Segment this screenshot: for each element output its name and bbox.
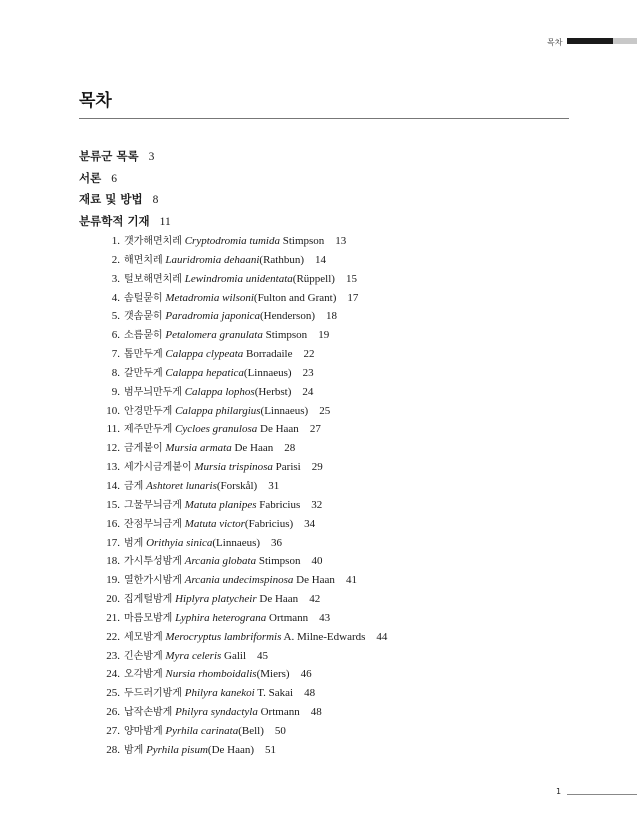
scientific-name: Mursia armata (165, 442, 232, 455)
scientific-name: Ashtoret lunaris (146, 479, 217, 492)
korean-name: 세모밤게 (124, 631, 163, 643)
entry-text (124, 345, 314, 365)
entry-number: 20. (106, 593, 120, 606)
entry-number: 22. (106, 630, 120, 643)
korean-name: 금게 (124, 480, 144, 492)
author-citation: Stimpson (256, 555, 301, 568)
entry-number: 12. (106, 442, 120, 455)
entry-number: 13. (106, 461, 120, 474)
scientific-name: Calappa hepatica (165, 366, 244, 379)
entry-text (124, 232, 346, 252)
entry-page: 36 (271, 536, 283, 549)
header-bar-dark (567, 38, 613, 44)
entry-number: 2. (111, 253, 120, 266)
title-divider (79, 118, 569, 119)
author-citation: T. Sakai (254, 687, 294, 700)
section-title: 서론 (79, 170, 102, 185)
toc-entry[interactable] (0, 477, 637, 496)
entry-page: 40 (311, 555, 323, 568)
entry-number: 17. (106, 536, 120, 549)
entry-page: 45 (257, 649, 269, 662)
entry-page: 43 (319, 611, 331, 624)
toc-entry[interactable] (0, 420, 637, 439)
author-citation: (Rathbun) (259, 253, 305, 266)
korean-name: 해면치레 (124, 254, 163, 266)
author-citation: Ortmann (266, 611, 309, 624)
entry-page: 13 (335, 235, 347, 247)
entry-page: 27 (309, 423, 321, 436)
author-citation: De Haan (256, 593, 299, 606)
author-citation: (Fabricius) (244, 517, 294, 530)
author-citation: (Linnaeus) (260, 404, 309, 417)
scientific-name: Nursia rhomboidalis (165, 668, 257, 681)
korean-name: 갯가해면치레 (124, 236, 182, 247)
entry-number: 18. (106, 555, 120, 568)
entry-text (124, 609, 330, 629)
korean-name: 밤게 (124, 744, 144, 756)
scientific-name: Cryptodromia tumida (184, 235, 280, 247)
scientific-name: Pyrhila carinata (165, 724, 239, 737)
korean-name: 가시투성밤게 (124, 556, 182, 568)
entry-text (124, 628, 387, 648)
entry-number: 8. (111, 366, 120, 379)
author-citation: (Miers) (256, 668, 290, 681)
author-citation: Ortmann (257, 706, 300, 719)
entry-text (124, 251, 326, 271)
korean-name: 솜털묻히 (124, 292, 163, 304)
section-title: 재료 및 방법 (79, 192, 143, 206)
toc-sections (79, 146, 171, 232)
toc-entry[interactable] (0, 496, 637, 515)
toc-entry[interactable] (0, 251, 637, 270)
entry-number: 25. (106, 687, 120, 700)
page-number: 1 (556, 787, 562, 796)
toc-entry[interactable] (0, 571, 637, 590)
entry-page: 29 (311, 461, 323, 474)
entry-text (124, 703, 322, 723)
toc-entry[interactable] (0, 326, 637, 345)
scientific-name: Matuta planipes (184, 498, 257, 511)
korean-name: 갯솜묻히 (124, 311, 163, 323)
entry-text (124, 647, 268, 667)
entry-text (124, 552, 322, 572)
entry-page: 14 (315, 253, 327, 266)
scientific-name: Lauridromia dehaani (165, 253, 260, 266)
entry-number: 7. (111, 348, 120, 361)
toc-entry[interactable] (0, 289, 637, 308)
toc-entry[interactable] (0, 515, 637, 534)
author-citation: De Haan (231, 442, 274, 455)
entry-page: 41 (345, 574, 357, 587)
toc-section[interactable] (79, 211, 171, 233)
entry-number: 6. (111, 329, 120, 342)
entry-number: 4. (111, 291, 120, 304)
section-page: 8 (152, 194, 159, 206)
korean-name: 톱만두게 (124, 349, 163, 361)
scientific-name: Metadromia wilsoni (165, 291, 254, 304)
korean-name: 안경만두게 (124, 405, 173, 417)
korean-name: 금게붙이 (124, 443, 163, 455)
entry-number: 14. (106, 479, 120, 492)
korean-name: 범무늬만두게 (124, 386, 182, 398)
toc-entry[interactable] (0, 307, 637, 326)
entry-text (124, 458, 323, 478)
author-citation: Stimpson (262, 329, 308, 342)
scientific-name: Arcania globata (184, 555, 257, 568)
running-header-label: 목차 (547, 38, 563, 47)
author-citation: De Haan (293, 574, 335, 587)
korean-name: 그물무늬금게 (124, 499, 182, 511)
entry-page: 15 (345, 272, 357, 285)
author-citation: Fabricius (256, 498, 301, 511)
entry-text (124, 402, 330, 422)
entry-page: 28 (284, 442, 296, 455)
toc-entry[interactable] (0, 270, 637, 289)
author-citation: Borradaile (243, 348, 293, 361)
author-citation: Galil (221, 649, 247, 662)
toc-section[interactable] (79, 168, 171, 190)
toc-entry[interactable] (0, 722, 637, 741)
scientific-name: Lewindromia unidentata (184, 272, 293, 285)
toc-entry[interactable] (0, 609, 637, 628)
entry-number: 10. (106, 404, 120, 417)
header-bar-light (613, 38, 637, 44)
entry-text (124, 289, 358, 309)
author-citation: (Forskål) (216, 479, 258, 492)
korean-name: 세가시금게붙이 (124, 462, 192, 474)
toc-entry[interactable] (0, 590, 637, 609)
toc-entry[interactable] (0, 458, 637, 477)
korean-name: 긴손밤게 (124, 650, 163, 662)
entry-page: 22 (303, 348, 315, 361)
author-citation: (Henderson) (260, 310, 315, 323)
korean-name: 양마밤게 (124, 725, 163, 737)
korean-name: 집게털밤게 (124, 594, 173, 606)
toc-entry[interactable] (0, 439, 637, 458)
scientific-name: Merocryptus lambriformis (165, 630, 282, 643)
entry-number: 5. (111, 310, 120, 323)
entry-text (124, 420, 321, 440)
scientific-name: Pyrhila pisum (146, 743, 208, 756)
entry-number: 28. (106, 743, 120, 756)
scientific-name: Philyra syndactyla (175, 706, 258, 719)
entry-number: 23. (106, 649, 120, 662)
korean-name: 범게 (124, 537, 144, 549)
entry-number: 9. (111, 385, 120, 398)
toc-section[interactable] (79, 146, 171, 168)
author-citation: (Fulton and Grant) (253, 291, 337, 304)
entry-text (124, 439, 295, 459)
entry-text (124, 496, 322, 516)
author-citation: Stimpson (279, 235, 325, 247)
entry-text (124, 515, 315, 535)
entry-text (124, 665, 312, 685)
entry-number: 27. (106, 724, 120, 737)
scientific-name: Calappa lophos (184, 385, 255, 398)
entry-text (124, 534, 282, 554)
author-citation: De Haan (257, 423, 299, 436)
korean-name: 열한가시밤게 (124, 575, 182, 587)
toc-entry[interactable] (0, 703, 637, 722)
entry-text (124, 477, 279, 497)
author-citation: (Bell) (238, 724, 264, 737)
entry-text (124, 684, 315, 704)
section-title: 분류군 목록 (79, 149, 139, 163)
entry-page: 17 (347, 291, 359, 304)
scientific-name: Philyra kanekoi (184, 687, 255, 700)
scientific-name: Myra celeris (165, 649, 222, 662)
scientific-name: Mursia trispinosa (194, 461, 273, 474)
toc-entry[interactable] (0, 628, 637, 647)
species-entry-list (0, 232, 637, 760)
toc-entry[interactable] (0, 665, 637, 684)
entry-page: 25 (319, 404, 331, 417)
scientific-name: Lyphira heterograna (175, 611, 267, 624)
entry-text (124, 326, 329, 346)
entry-page: 24 (302, 385, 314, 398)
section-page: 3 (148, 151, 155, 163)
scientific-name: Petalomera granulata (165, 329, 263, 342)
korean-name: 두드러기밤게 (124, 688, 182, 700)
entry-number: 16. (106, 517, 120, 530)
scientific-name: Matuta victor (184, 517, 245, 530)
entry-page: 50 (274, 724, 286, 737)
entry-page: 42 (309, 593, 321, 606)
scientific-name: Orithyia sinica (146, 536, 213, 549)
entry-page: 32 (311, 498, 323, 511)
korean-name: 오각밤게 (124, 669, 163, 681)
toc-entry[interactable] (0, 402, 637, 421)
scientific-name: Calappa clypeata (165, 348, 244, 361)
toc-entry[interactable] (0, 383, 637, 402)
toc-entry[interactable] (0, 684, 637, 703)
entry-text (124, 307, 337, 327)
entry-number: 26. (106, 706, 120, 719)
entry-page: 46 (300, 668, 312, 681)
entry-page: 48 (310, 706, 322, 719)
entry-number: 1. (111, 235, 120, 247)
toc-entry[interactable] (0, 534, 637, 553)
entry-text (124, 571, 357, 591)
entry-page: 31 (268, 479, 280, 492)
korean-name: 소름묻히 (124, 330, 163, 342)
page-title: 목차 (79, 91, 112, 111)
toc-entry[interactable] (0, 364, 637, 383)
toc-entry[interactable] (0, 232, 637, 251)
entry-text (124, 364, 314, 384)
entry-page: 48 (304, 687, 316, 700)
toc-entry[interactable] (0, 552, 637, 571)
header-decor-bar (567, 38, 637, 44)
entry-page: 34 (304, 517, 316, 530)
entry-number: 11. (106, 423, 120, 436)
author-citation: (Herbst) (254, 385, 292, 398)
scientific-name: Cycloes granulosa (175, 423, 258, 436)
author-citation: A. Milne-Edwards (281, 630, 366, 643)
section-title: 분류학적 기재 (79, 213, 150, 228)
author-citation: Parisi (272, 461, 301, 474)
author-citation: (Linnaeus) (243, 366, 292, 379)
author-citation: (Rüppell) (292, 272, 335, 285)
author-citation: (De Haan) (207, 743, 255, 756)
footer-rule (567, 794, 637, 795)
entry-text (124, 722, 286, 742)
entry-number: 24. (106, 668, 120, 681)
section-page: 11 (159, 215, 171, 228)
korean-name: 납작손밤게 (124, 707, 173, 719)
toc-section[interactable] (79, 189, 171, 211)
entry-number: 3. (111, 272, 120, 285)
korean-name: 털보해면치레 (124, 273, 182, 285)
toc-entry[interactable] (0, 345, 637, 364)
entry-number: 15. (106, 498, 120, 511)
entry-text (124, 270, 357, 290)
entry-number: 19. (106, 574, 120, 587)
toc-entry[interactable] (0, 741, 637, 760)
entry-page: 23 (302, 366, 314, 379)
entry-page: 18 (326, 310, 337, 323)
entry-text (124, 741, 276, 761)
entry-number: 21. (106, 611, 120, 624)
toc-entry[interactable] (0, 647, 637, 666)
scientific-name: Hiplyra platycheir (175, 593, 257, 606)
scientific-name: Calappa philargius (175, 404, 261, 417)
korean-name: 마름모밤게 (124, 612, 173, 624)
scientific-name: Paradromia japonica (165, 310, 261, 323)
entry-page: 51 (265, 743, 277, 756)
entry-text (124, 590, 320, 610)
korean-name: 제주만두게 (124, 424, 173, 436)
korean-name: 잔점무늬금게 (124, 518, 182, 530)
entry-text (124, 383, 313, 403)
korean-name: 갈만두게 (124, 367, 163, 379)
section-page: 6 (111, 172, 117, 185)
author-citation: (Linnaeus) (212, 536, 261, 549)
entry-page: 44 (376, 630, 388, 643)
scientific-name: Arcania undecimspinosa (184, 574, 294, 587)
entry-page: 19 (318, 329, 330, 342)
